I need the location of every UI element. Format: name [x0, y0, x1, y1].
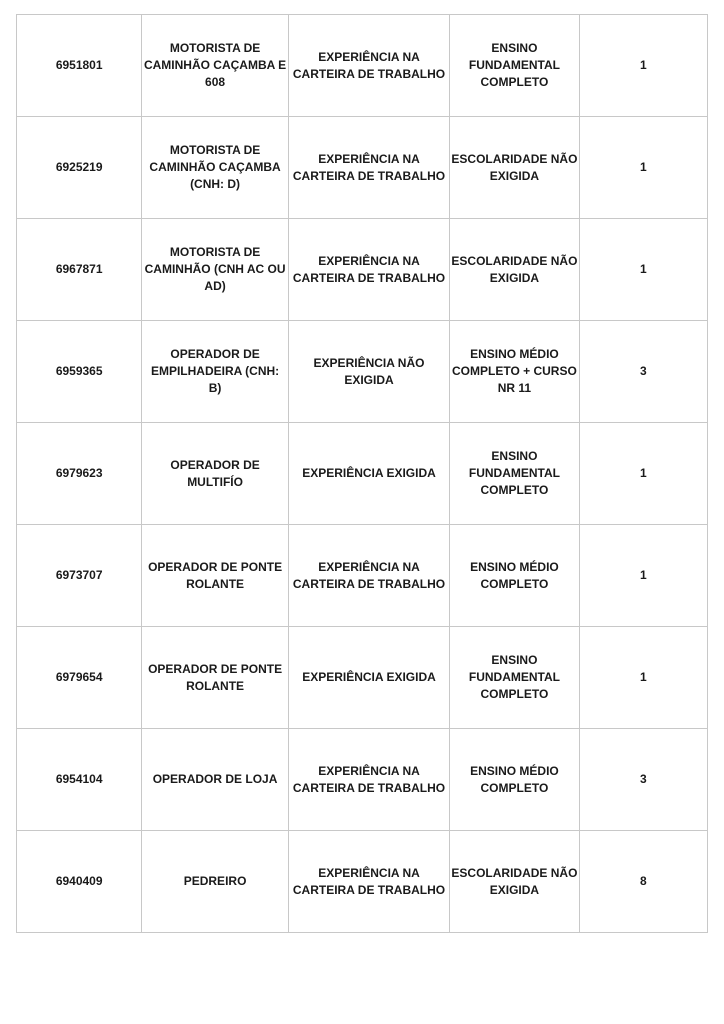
quantity-cell: 1: [579, 423, 707, 525]
table-row: [17, 627, 708, 729]
experience-cell: EXPERIÊNCIA EXIGIDA: [288, 423, 449, 525]
table-row: [17, 117, 708, 219]
job-code-cell: 6954104: [17, 729, 142, 831]
job-role-cell: OPERADOR DE LOJA: [142, 729, 288, 831]
job-code-cell: 6979623: [17, 423, 142, 525]
table-row: [17, 831, 708, 933]
quantity-cell: 8: [579, 831, 707, 933]
job-role-cell: OPERADOR DE MULTIFÍO: [142, 423, 288, 525]
education-cell: ESCOLARIDADE NÃO EXIGIDA: [450, 219, 579, 321]
experience-cell: EXPERIÊNCIA NA CARTEIRA DE TRABALHO: [288, 117, 449, 219]
quantity-cell: 3: [579, 321, 707, 423]
quantity-cell: 1: [579, 15, 707, 117]
education-cell: ENSINO FUNDAMENTAL COMPLETO: [450, 627, 579, 729]
job-code-cell: 6967871: [17, 219, 142, 321]
education-cell: ESCOLARIDADE NÃO EXIGIDA: [450, 831, 579, 933]
table-row: [17, 321, 708, 423]
job-role-cell: OPERADOR DE PONTE ROLANTE: [142, 525, 288, 627]
quantity-cell: 1: [579, 627, 707, 729]
quantity-cell: 1: [579, 219, 707, 321]
education-cell: ENSINO MÉDIO COMPLETO: [450, 525, 579, 627]
experience-cell: EXPERIÊNCIA EXIGIDA: [288, 627, 449, 729]
experience-cell: EXPERIÊNCIA NA CARTEIRA DE TRABALHO: [288, 525, 449, 627]
quantity-cell: 1: [579, 525, 707, 627]
experience-cell: EXPERIÊNCIA NÃO EXIGIDA: [288, 321, 449, 423]
job-openings-table: [16, 14, 708, 933]
job-role-cell: OPERADOR DE PONTE ROLANTE: [142, 627, 288, 729]
experience-cell: EXPERIÊNCIA NA CARTEIRA DE TRABALHO: [288, 831, 449, 933]
experience-cell: EXPERIÊNCIA NA CARTEIRA DE TRABALHO: [288, 729, 449, 831]
quantity-cell: 1: [579, 117, 707, 219]
job-role-cell: MOTORISTA DE CAMINHÃO CAÇAMBA (CNH: D): [142, 117, 288, 219]
education-cell: ESCOLARIDADE NÃO EXIGIDA: [450, 117, 579, 219]
education-cell: ENSINO FUNDAMENTAL COMPLETO: [450, 15, 579, 117]
education-cell: ENSINO MÉDIO COMPLETO: [450, 729, 579, 831]
job-role-cell: MOTORISTA DE CAMINHÃO CAÇAMBA E 608: [142, 15, 288, 117]
experience-cell: EXPERIÊNCIA NA CARTEIRA DE TRABALHO: [288, 15, 449, 117]
table-row: [17, 15, 708, 117]
job-code-cell: 6959365: [17, 321, 142, 423]
education-cell: ENSINO FUNDAMENTAL COMPLETO: [450, 423, 579, 525]
job-code-cell: 6940409: [17, 831, 142, 933]
job-role-cell: MOTORISTA DE CAMINHÃO (CNH AC OU AD): [142, 219, 288, 321]
job-role-cell: OPERADOR DE EMPILHADEIRA (CNH: B): [142, 321, 288, 423]
table-row: [17, 423, 708, 525]
experience-cell: EXPERIÊNCIA NA CARTEIRA DE TRABALHO: [288, 219, 449, 321]
job-role-cell: PEDREIRO: [142, 831, 288, 933]
education-cell: ENSINO MÉDIO COMPLETO + CURSO NR 11: [450, 321, 579, 423]
table-row: [17, 729, 708, 831]
quantity-cell: 3: [579, 729, 707, 831]
job-code-cell: 6925219: [17, 117, 142, 219]
job-code-cell: 6973707: [17, 525, 142, 627]
job-code-cell: 6951801: [17, 15, 142, 117]
table-row: [17, 525, 708, 627]
job-code-cell: 6979654: [17, 627, 142, 729]
table-row: [17, 219, 708, 321]
